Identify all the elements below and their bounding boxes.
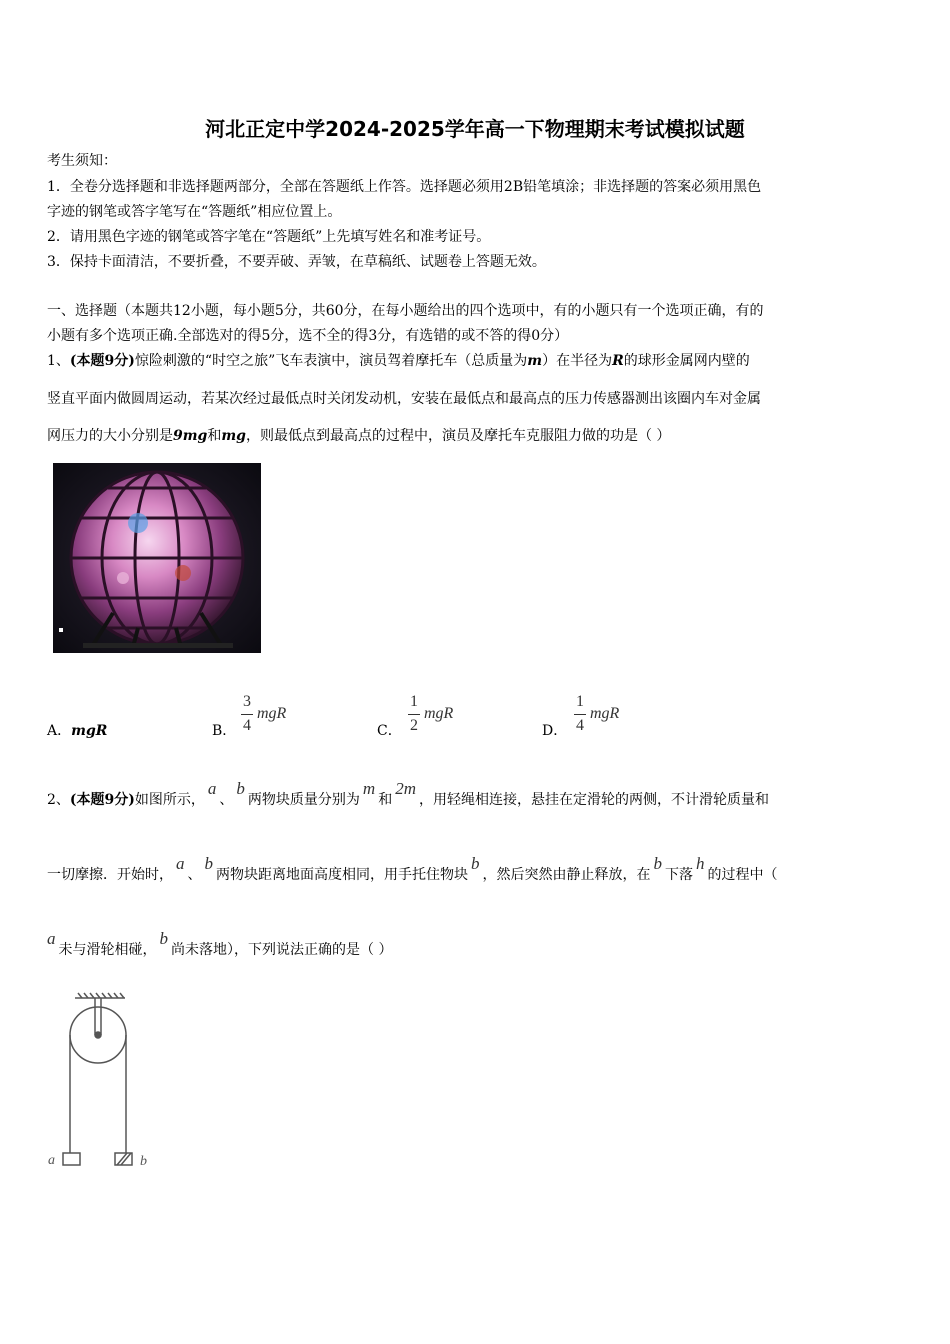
notice-item-2: 2．请用黑色字迹的钢笔或答字笔在“答题纸”上先填写姓名和准考证号。 <box>47 229 491 245</box>
q1-number: 1、 <box>47 353 70 369</box>
q2-symbol-b: b <box>204 854 213 873</box>
q2-score: (本题9分) <box>69 792 135 808</box>
q2-text-d: 一切摩擦．开始时， <box>47 867 173 883</box>
q1-option-b-numerator: 3 <box>243 693 251 710</box>
q2-separator: 、 <box>219 792 234 808</box>
fraction-bar <box>408 714 420 715</box>
q1-option-d-label: D． <box>542 723 568 739</box>
q1-option-c-numerator: 1 <box>410 693 418 710</box>
q2-symbol-b: b <box>653 854 662 873</box>
q2-symbol-b: b <box>471 854 480 873</box>
q2-text-a: 如图所示， <box>134 792 205 808</box>
section-intro-line-2: 小题有多个选项正确.全部选对的得5分，选不全的得3分，有选错的或不答的得0分） <box>47 328 569 344</box>
q2-text-h: 的过程中（ <box>707 867 778 883</box>
q1-option-a-label: A． <box>47 723 72 739</box>
q1-option-c-fraction <box>408 693 468 737</box>
q2-line-3 <box>47 929 393 959</box>
q2-separator: 、 <box>187 867 202 883</box>
q1-text-d: 网压力的大小分别是 <box>47 428 173 444</box>
fig-label-a: a <box>48 1153 55 1168</box>
q2-text-and: 和 <box>378 792 393 808</box>
fig-label-b: b <box>140 1154 147 1169</box>
fraction-bar <box>574 714 586 715</box>
q1-line-3 <box>47 427 670 445</box>
q1-line-1 <box>47 352 750 370</box>
q2-symbol-b: b <box>236 779 245 798</box>
q1-score: (本题9分) <box>69 353 135 369</box>
q2-symbol-a: a <box>47 929 56 948</box>
q1-pressure-high: mg <box>221 428 246 444</box>
q1-option-d-fraction <box>574 693 634 737</box>
q1-option-a-value: mgR <box>71 723 108 739</box>
q1-option-a[interactable] <box>47 720 107 740</box>
fraction-bar <box>241 714 253 715</box>
page-title: 河北正定中学2024-2025学年高一下物理期末考试模拟试题 <box>205 117 745 141</box>
q1-text-e: 和 <box>207 428 222 444</box>
q2-symbol-b: b <box>159 929 168 948</box>
q2-text-b: 两物块质量分别为 <box>247 792 360 808</box>
pulley-diagram <box>40 990 160 1175</box>
q1-text-c: 的球形金属网内壁的 <box>623 353 750 369</box>
q1-option-d-expr: mgR <box>590 705 620 722</box>
q2-text-f: ，然后突然由静止释放，在 <box>482 867 651 883</box>
q1-option-b-denominator: 4 <box>243 717 251 734</box>
q2-number: 2、 <box>47 792 70 808</box>
q1-option-c-label: C． <box>377 723 402 739</box>
q1-text-f: ，则最低点到最高点的过程中，演员及摩托车克服阻力做的功是（ ） <box>245 428 671 444</box>
q1-option-c-denominator: 2 <box>410 717 418 734</box>
q1-line-2: 竖直平面内做圆周运动，若某次经过最低点时关闭发动机，安装在最低点和最高点的压力传感器测出该圈内车对金属 <box>47 391 761 407</box>
notice-item-1: 1．全卷分选择题和非选择题两部分，全部在答题纸上作答。选择题必须用2B铅笔填涂；非选择题的答案必须用黑色 <box>47 179 762 195</box>
notice-heading: 考生须知： <box>47 153 117 169</box>
q2-text-c: ，用轻绳相连接，悬挂在定滑轮的两侧，不计滑轮质量和 <box>418 792 769 808</box>
q1-pressure-low: 9mg <box>173 428 208 444</box>
q2-text-j: 尚未落地），下列说法正确的是（ ） <box>171 942 393 958</box>
q2-text-g: 下落 <box>665 867 693 883</box>
q1-option-d-numerator: 1 <box>576 693 584 710</box>
q2-text-e: 两物块距离地面高度相同，用手托住物块 <box>216 867 468 883</box>
q1-option-b-label: B． <box>212 723 237 739</box>
q1-text-a: 惊险刺激的“时空之旅”飞车表演中，演员驾着摩托车（总质量为 <box>134 353 528 369</box>
q2-text-i: 未与滑轮相碰， <box>58 942 157 958</box>
q2-symbol-h: h <box>696 854 705 873</box>
q1-option-b-fraction <box>241 693 301 737</box>
q2-symbol-2m: 2m <box>395 779 416 798</box>
q1-option-d[interactable] <box>542 720 567 740</box>
section-intro-line-1: 一、选择题（本题共12小题，每小题5分，共60分，在每小题给出的四个选项中，有的小题只有一个选项正确，有的 <box>47 303 764 319</box>
q2-symbol-a: a <box>176 854 185 873</box>
notice-item-1-cont: 字迹的钢笔或答字笔写在“答题纸”相应位置上。 <box>47 204 342 220</box>
q1-option-b[interactable] <box>212 720 236 740</box>
notice-item-3: 3．保持卡面清洁，不要折叠，不要弄破、弄皱，在草稿纸、试题卷上答题无效。 <box>47 254 546 270</box>
q1-option-c[interactable] <box>377 720 402 740</box>
q2-line-1 <box>47 779 769 809</box>
q1-text-b: ）在半径为 <box>542 353 613 369</box>
q1-option-d-denominator: 4 <box>576 717 584 734</box>
q1-radius-symbol: R <box>612 353 624 369</box>
q2-symbol-m: m <box>362 779 376 798</box>
q2-symbol-a: a <box>207 779 217 798</box>
q2-line-2 <box>47 854 778 884</box>
q1-option-c-expr: mgR <box>424 705 454 722</box>
globe-of-death-photo <box>53 463 261 653</box>
q1-option-b-expr: mgR <box>257 705 287 722</box>
q1-mass-symbol: m <box>527 353 543 369</box>
